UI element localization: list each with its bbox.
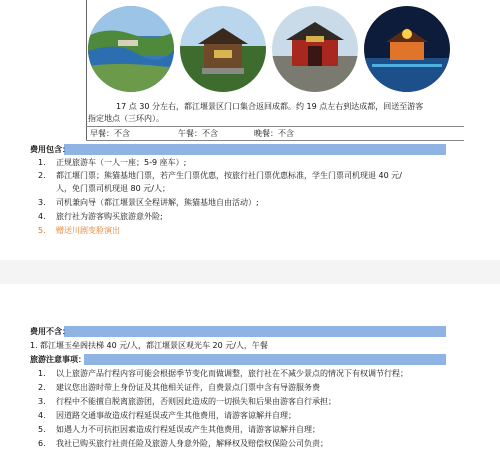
notes-num: 5.: [38, 425, 46, 434]
dinner-cell: 晚餐：不含: [254, 129, 294, 138]
fee-included-num: 4.: [38, 212, 46, 221]
meal-row-top-border: [86, 126, 464, 127]
fee-included-heading: 费用包含：: [30, 145, 70, 154]
notes-num: 2.: [38, 383, 46, 392]
document-page-2: [0, 284, 500, 475]
notes-item: 因道路交通事故造成行程延误或产生其他费用，请游客谅解并自理；: [56, 411, 296, 420]
lunch-cell: 午餐：不含: [178, 129, 218, 138]
notes-num: 1.: [38, 369, 46, 378]
free-sichuan-opera-item: 赠送川剧变脸演出: [56, 226, 120, 235]
fee-included-num: 2.: [38, 171, 46, 180]
fee-included-item-cont: 人，免门票司机现退 80 元/人；: [56, 184, 170, 193]
fee-included-item: 都江堰门票；熊猫基地门票，若产生门票优惠，按旅行社门票优惠标准，学生门票司机现退 40 元/: [56, 171, 402, 180]
fee-included-highlight: [64, 144, 446, 155]
notes-item: 我社已购买旅行社责任险及旅游人身意外险，解释权及赔偿权保险公司负责；: [56, 439, 328, 448]
notes-item: 行程中不能擅自脱离旅游团，否则因此造成的一切损失和后果由游客自行承担；: [56, 397, 336, 406]
river-city-photo-icon: [88, 6, 174, 92]
red-gate-temple-photo-icon: [272, 6, 358, 92]
notes-item: 建议您出游时带上身份证及其他相关证件，自费景点门票中含有导游服务费: [56, 383, 320, 392]
photo-strip: [88, 6, 452, 98]
notes-highlight: [84, 354, 446, 365]
return-schedule-line-1: 17 点 30 分左右，都江堰景区门口集合返回成都。约 19 点左右到达成都，回送至游客: [116, 102, 424, 111]
notes-item: 以上旅游产品行程内容可能会根据季节变化而做调整，旅行社在不减少景点的情况下有权调节行程；: [56, 369, 408, 378]
fee-excluded-num: 1.: [30, 341, 38, 350]
night-lantern-photo-icon: [364, 6, 450, 92]
notes-num: 4.: [38, 411, 46, 420]
fee-excluded-highlight: [64, 326, 446, 337]
return-schedule-line-2: 指定地点（三环内）。: [88, 114, 164, 123]
fee-excluded-item: 都江堰玉垒阁扶梯 40 元/人，都江堰景区观光车 20 元/人，午餐: [40, 341, 268, 350]
notes-heading: 旅游注意事项：: [30, 355, 86, 364]
notes-item: 如遇人力不可抗拒因素造成行程延误或产生其他费用，请游客谅解并自理；: [56, 425, 320, 434]
pagoda-temple-photo-icon: [180, 6, 266, 92]
meal-row-bottom-border: [86, 140, 464, 141]
fee-included-num: 3.: [38, 198, 46, 207]
fee-excluded-heading: 费用不含：: [30, 327, 70, 336]
notes-num: 3.: [38, 397, 46, 406]
fee-included-item: 正规旅游车（一人一座；5-9 座车）;: [56, 158, 187, 167]
fee-included-item: 旅行社为游客购买旅游意外险;: [56, 212, 163, 221]
breakfast-cell: 早餐：不含: [90, 129, 130, 138]
left-margin-line: [86, 0, 87, 140]
fee-included-num: 1.: [38, 158, 46, 167]
notes-num: 6.: [38, 439, 46, 448]
fee-included-num: 5.: [38, 226, 46, 235]
fee-included-item: 司机兼向导（都江堰景区全程讲解，熊猫基地自由活动）;: [56, 198, 259, 207]
